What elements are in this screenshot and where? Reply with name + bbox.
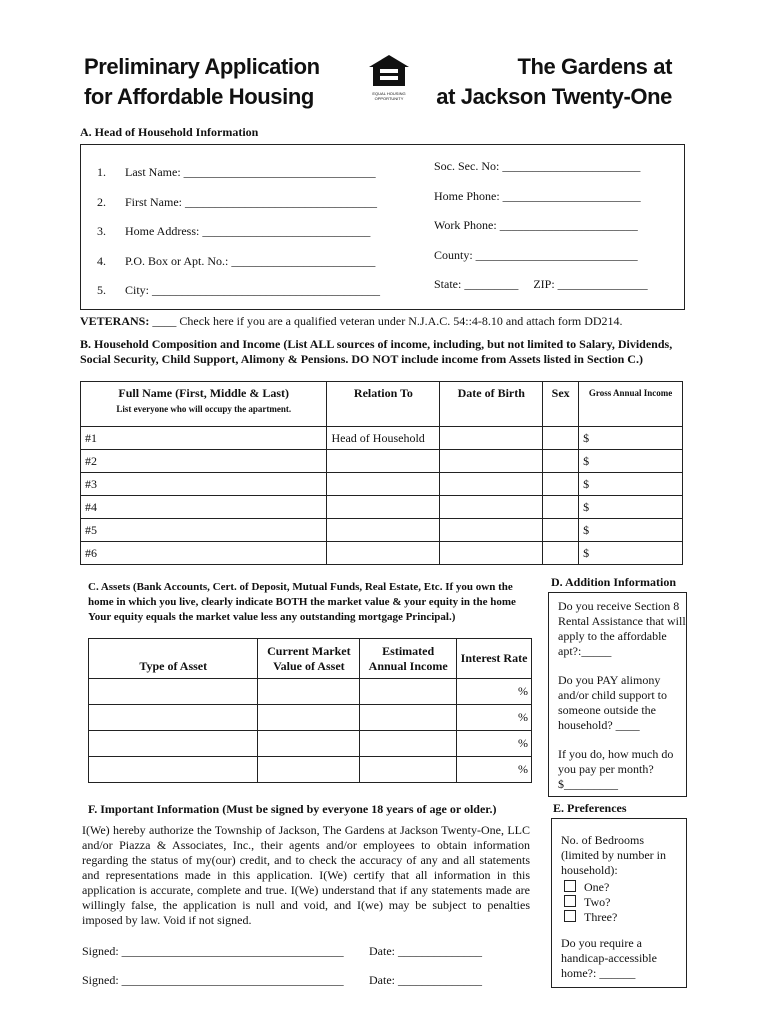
state-zip-field[interactable]: State: _________ ZIP: _______________ <box>434 277 648 291</box>
work-phone-field[interactable]: Work Phone: _______________________ <box>434 218 638 232</box>
section-8-question[interactable]: Do you receive Section 8 Rental Assistance that will apply to the affordable apt?:_____ <box>558 599 686 658</box>
full-name-header: Full Name (First, Middle & Last) List everyone who will occupy the apartment. <box>81 382 327 427</box>
section-f-title: F. Important Information (Must be signed by everyone 18 years of age or older.) <box>88 802 497 816</box>
home-address-field[interactable]: 3. Home Address: ____________________________ <box>97 224 371 238</box>
table-row[interactable]: #3 $ <box>81 473 683 496</box>
household-table <box>80 381 683 565</box>
date-field-1[interactable]: Date: ______________ <box>369 944 482 958</box>
bedroom-option-one[interactable]: One? <box>564 880 617 895</box>
section-a-right-fields <box>434 159 648 307</box>
veterans-line[interactable] <box>80 314 623 329</box>
full-name-subheader: List everyone who will occupy the apartment. <box>116 404 292 414</box>
alimony-question[interactable]: Do you PAY alimony and/or child support to someone outside the household? ____ <box>558 673 667 732</box>
section-e-title: E. Preferences <box>553 801 627 815</box>
section-a-title: A. Head of Household Information <box>80 125 259 139</box>
logo-caption: EQUAL HOUSING OPPORTUNITY <box>372 91 406 101</box>
table-row[interactable]: % <box>89 757 532 783</box>
section-d-title: D. Addition Information <box>551 575 677 589</box>
table-row[interactable]: % <box>89 731 532 757</box>
asset-type-header: Type of Asset <box>89 639 258 679</box>
form-title-line-2: for Affordable Housing <box>84 84 314 109</box>
veterans-text: ____ Check here if you are a qualified veteran under N.J.A.C. 54::4-8.10 and attach form DD214. <box>149 314 623 328</box>
assets-header-row <box>89 639 532 679</box>
home-phone-field[interactable]: Home Phone: _______________________ <box>434 188 641 203</box>
po-box-field[interactable]: 4. P.O. Box or Apt. No.: ________________________ <box>97 253 376 268</box>
estimated-income-header: Estimated Annual Income <box>360 639 457 679</box>
relation-header: Relation To <box>327 382 440 427</box>
property-title-line-1: The Gardens at <box>517 54 672 79</box>
checkbox-icon[interactable] <box>564 895 576 907</box>
city-field[interactable]: 5. City: ______________________________________ <box>97 283 381 297</box>
bedrooms-label: No. of Bedrooms (limited by number in household): <box>561 833 666 877</box>
table-row[interactable]: #5 $ <box>81 519 683 542</box>
property-title <box>436 52 672 112</box>
sex-header: Sex <box>543 382 579 427</box>
section-b-title: B. Household Composition and Income (List ALL sources of income, including, but not limited to Salary, Dividends, Social Security, Child Support, Alimony & Pensions. DO NOT include income from Assets listed in Section C.) <box>80 337 673 366</box>
signature-field-2[interactable]: Signed: _____________________________________ <box>82 973 344 987</box>
table-row[interactable]: #6 $ <box>81 542 683 565</box>
household-header-row <box>81 382 683 427</box>
income-header: Gross Annual Income <box>579 382 683 427</box>
assets-table <box>88 638 532 783</box>
equal-housing-logo <box>367 55 411 101</box>
form-title <box>84 52 320 112</box>
equal-housing-icon <box>367 55 411 87</box>
market-value-header: Current Market Value of Asset <box>258 639 360 679</box>
table-row[interactable]: % <box>89 679 532 705</box>
bedroom-option-two[interactable]: Two? <box>564 895 617 910</box>
authorization-text: I(We) hereby authorize the Township of Jackson, The Gardens at Jackson Twenty-One, LLC and/or Piazza & Associates, Inc., their agents and/or employees to obtain information regarding the status of my(our) credit, and to check the accuracy of any and all statements and representations made in this application. I(We) certify that all information in this application is accurate, complete and true. I(We) understand that if any statements made are willingly false, the application is null and void, and I(we) may be subject to penalties imposed by law. Void if not signed. <box>82 823 530 927</box>
section-a-left-fields <box>97 165 380 313</box>
ssn-field[interactable]: Soc. Sec. No: _______________________ <box>434 159 641 173</box>
signature-field-1[interactable]: Signed: _____________________________________ <box>82 944 344 958</box>
payment-amount-question[interactable]: If you do, how much do you pay per month? $_________ <box>558 747 682 792</box>
bedroom-options <box>564 880 617 925</box>
section-c-title: C. Assets (Bank Accounts, Cert. of Deposit, Mutual Funds, Real Estate, Etc. If you own the home in which you live, clearly indicate BOTH the market value & your equity in the home Your equity equals the market value less any outstanding mortgage Principal.) <box>88 581 516 623</box>
first-name-field[interactable]: 2. First Name: ________________________________ <box>97 194 377 209</box>
interest-rate-header: Interest Rate <box>457 639 532 679</box>
form-title-line-1: Preliminary Application <box>84 54 320 79</box>
date-field-2[interactable]: Date: ______________ <box>369 973 482 987</box>
checkbox-icon[interactable] <box>564 910 576 922</box>
dob-header: Date of Birth <box>440 382 543 427</box>
table-row[interactable]: #2 $ <box>81 450 683 473</box>
table-row[interactable]: % <box>89 705 532 731</box>
handicap-question[interactable]: Do you require a handicap-accessible home?: ______ <box>561 936 657 980</box>
property-title-line-2: at Jackson Twenty-One <box>436 84 672 109</box>
veterans-label: VETERANS: <box>80 314 150 328</box>
payment-amount-blank: $_________ <box>558 777 618 791</box>
table-row[interactable]: #1 Head of Household $ <box>81 427 683 450</box>
table-row[interactable]: #4 $ <box>81 496 683 519</box>
bedroom-option-three[interactable]: Three? <box>564 910 617 925</box>
county-field[interactable]: County: ___________________________ <box>434 247 638 262</box>
last-name-field[interactable]: 1. Last Name: ________________________________ <box>97 165 376 179</box>
checkbox-icon[interactable] <box>564 880 576 892</box>
